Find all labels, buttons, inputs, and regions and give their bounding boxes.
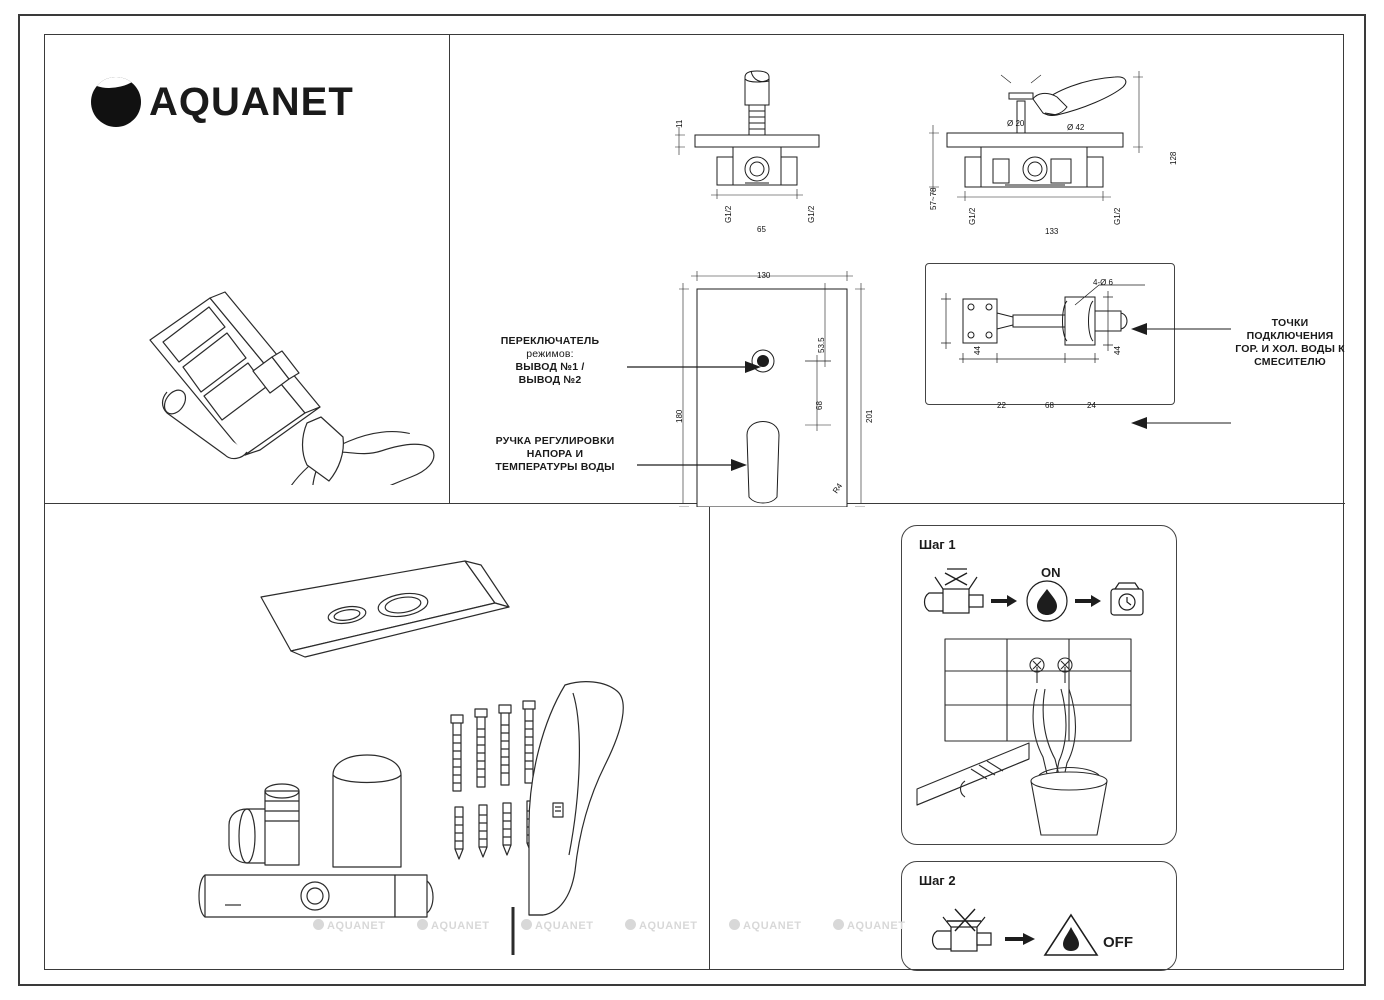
dim-to-handle-68: 68 (815, 401, 824, 410)
watermark-dot-icon (521, 919, 532, 930)
callout-handle-line2: НАПОРА И (526, 448, 584, 460)
dim-thread-right-g12: G1/2 (807, 205, 816, 223)
isometric-product-view (75, 155, 445, 485)
callout-points-line2: ПОДКЛЮЧЕНИЯ (1246, 330, 1334, 342)
dim-thread-left-g12: G1/2 (724, 205, 733, 223)
callout-points-line1: ТОЧКИ (1271, 317, 1309, 329)
step-2-title: Шаг 2 (919, 873, 956, 888)
dim-plate-inner-180: 180 (675, 409, 684, 423)
dim-width-133: 133 (1045, 227, 1059, 236)
watermark-4: AQUANET (625, 919, 698, 932)
dim-cap-diameter-20: Ø 20 (1007, 119, 1025, 128)
watermark-6: AQUANET (833, 919, 906, 932)
drawing-sheet-border (18, 14, 1366, 986)
aquanet-circle-logo-icon (91, 77, 141, 127)
step-2-off-label: OFF (1103, 934, 1133, 951)
dim-plate-height-201: 201 (865, 409, 874, 423)
watermark-dot-icon (833, 919, 844, 930)
dim-bracket-h-left-44: 44 (973, 346, 982, 355)
callout-points-line4: СМЕСИТЕЛЮ (1254, 356, 1326, 368)
watermark-5: AQUANET (729, 919, 802, 932)
callout-switch-line2: режимов: (526, 348, 574, 360)
callout-handle-line3: ТЕМПЕРАТУРЫ ВОДЫ (495, 461, 615, 473)
brand-name: AQUANET (149, 79, 354, 124)
watermark-dot-icon (417, 919, 428, 930)
dimension-drawing-plan-b (905, 63, 1155, 258)
dim-radius-r4: R4 (831, 481, 845, 496)
brand-logo (91, 77, 354, 127)
dim-thread-b-left-g12: G1/2 (968, 207, 977, 225)
panel-divider-vertical-bottom (709, 503, 710, 970)
exploded-parts-view (165, 525, 685, 955)
step-1-title: Шаг 1 (919, 537, 956, 552)
dim-width-65: 65 (757, 225, 766, 234)
callout-points-arrows (1125, 315, 1245, 435)
watermark-dot-icon (729, 919, 740, 930)
step-1-pipe-flush-illustration (911, 631, 1173, 839)
dim-plate-width-130: 130 (757, 271, 771, 280)
panel-divider-vertical-top (449, 35, 450, 503)
watermark-2: AQUANET (417, 919, 490, 932)
callout-switch-line1: ПЕРЕКЛЮЧАТЕЛЬ (500, 335, 600, 347)
callout-switch-line4: ВЫВОД №2 (518, 374, 582, 386)
watermark-3: AQUANET (521, 919, 594, 932)
watermark-1: AQUANET (313, 919, 386, 932)
callout-handle (475, 435, 635, 474)
watermark-dot-icon (313, 919, 324, 930)
dim-bracket-h-right-44: 44 (1113, 346, 1122, 355)
callout-switch (475, 335, 625, 387)
step-1-icon-row (915, 555, 1165, 625)
dim-bracket-22: 22 (997, 401, 1006, 410)
callout-points-line3: ГОР. И ХОЛ. ВОДЫ К (1235, 343, 1345, 355)
watermark-dot-icon (625, 919, 636, 930)
dim-bracket-68: 68 (1045, 401, 1054, 410)
dim-thread-b-right-g12: G1/2 (1113, 207, 1122, 225)
dim-flange-diameter-42: Ø 42 (1067, 123, 1085, 132)
step-2-icon-row (925, 891, 1161, 963)
dim-bracket-holes-4xd6: 4-Ø 6 (1093, 278, 1114, 287)
callout-switch-arrow (625, 355, 765, 379)
dimension-drawing-plan-a (645, 65, 835, 255)
dim-depth-57-78: 57~78 (929, 187, 938, 210)
callout-handle-arrow (635, 453, 755, 477)
dim-height-128: 128 (1169, 151, 1178, 165)
dim-to-switch-53-5: 53.5 (817, 337, 826, 353)
step-1-on-label: ON (1041, 565, 1061, 580)
dim-plate-thickness-11: 11 (675, 119, 684, 128)
callout-switch-line3: ВЫВОД №1 / (515, 361, 585, 373)
dim-bracket-24: 24 (1087, 401, 1096, 410)
drawing-sheet-inner-border (44, 34, 1344, 970)
callout-handle-line1: РУЧКА РЕГУЛИРОВКИ (495, 435, 615, 447)
